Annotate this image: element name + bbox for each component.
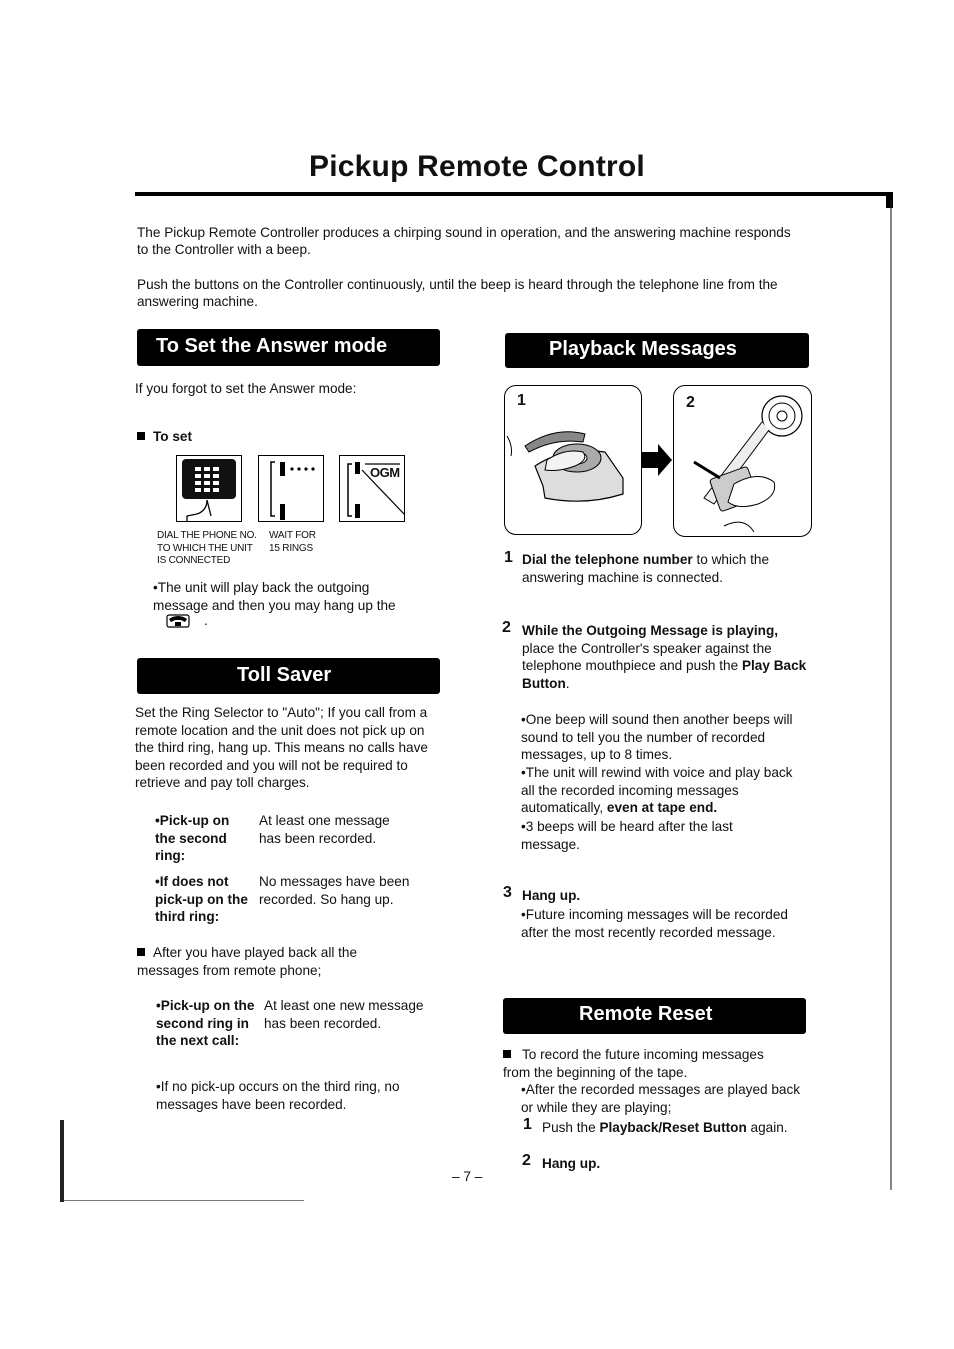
toll-saver-body: Set the Ring Selector to "Auto"; If you call from a remote location and the unit does not pick up on the third ring, hang up. This means no calls have been recorded and you will not be required to retrieve and pay toll charges. <box>135 705 428 790</box>
step-2-text: While the Outgoing Message is playing, place the Controller's speaker against the telephone mouthpiece and push the Play Back Button. <box>522 623 807 691</box>
margin-line <box>890 200 892 1190</box>
reset-step-1-text: Push the Playback/Reset Button again. <box>542 1120 788 1135</box>
hang-up-handset-icon <box>166 614 190 633</box>
bottom-margin-line <box>64 1200 304 1201</box>
panel-1-number: 1 <box>517 392 526 409</box>
reset-step-2-text: Hang up. <box>542 1156 601 1171</box>
intro-paragraph-2: Push the buttons on the Controller continuously, until the beep is heard through the telephone line from the answering machine. <box>137 277 778 309</box>
step-1-number: 1 <box>504 549 513 566</box>
toll-saver-final: •If no pick-up occurs on the third ring, no messages have been recorded. <box>156 1079 400 1112</box>
dial-phone-illustration <box>504 385 642 535</box>
answer-mode-note: •The unit will play back the outgoing message and then you may hang up the <box>153 580 396 613</box>
playback-bullet-2: •The unit will rewind with voice and play back all the recorded incoming messages automatically, even at tape end. <box>521 765 793 815</box>
toll-saver-term-2: •If does not pick-up on the third ring: <box>155 874 248 924</box>
answer-mode-lead: If you forgot to set the Answer mode: <box>135 381 357 396</box>
ogm-label: OGM <box>370 465 400 480</box>
toll-saver-desc-1: At least one message has been recorded. <box>259 813 390 846</box>
step-3-number: 3 <box>503 884 512 901</box>
remote-reset-intro: To record the future incoming messages from the beginning of the tape. <box>503 1047 764 1080</box>
toll-saver-heading: Toll Saver <box>237 664 332 686</box>
toll-saver-banner <box>137 658 440 694</box>
ogm-icon <box>339 455 405 522</box>
reset-step-2-number: 2 <box>522 1152 531 1169</box>
reset-step-1-number: 1 <box>523 1116 532 1133</box>
toll-saver-desc-3: At least one new message has been recorded. <box>264 998 424 1031</box>
answer-mode-heading: To Set the Answer mode <box>156 335 388 357</box>
panel-2-number: 2 <box>686 394 695 411</box>
intro-paragraph-1: The Pickup Remote Controller produces a chirping sound in operation, and the answering machine responds to the Controller with a beep. <box>137 225 791 257</box>
toll-saver-desc-2: No messages have been recorded. So hang up. <box>259 874 410 907</box>
playback-bullet-1: •One beep will sound then another beeps will sound to tell you the number of recorded messages, up to 8 times. <box>521 712 793 762</box>
controller-illustration <box>673 385 812 537</box>
page-number: – 7 – <box>452 1169 483 1184</box>
title-rule <box>135 192 893 196</box>
answer-mode-banner <box>137 329 440 366</box>
remote-reset-heading: Remote Reset <box>579 1003 713 1025</box>
square-bullet-icon <box>137 432 145 440</box>
step-2-number: 2 <box>502 619 511 636</box>
page-title: Pickup Remote Control <box>309 150 645 183</box>
to-set-label: To set <box>137 428 192 446</box>
caption-wait: WAIT FOR 15 RINGS <box>269 530 316 554</box>
step-3-note: •Future incoming messages will be recorded after the most recently recorded message. <box>521 907 788 940</box>
square-bullet-icon <box>503 1050 511 1058</box>
playback-bullet-3: •3 beeps will be heard after the last message. <box>521 819 733 852</box>
square-bullet-icon <box>137 948 145 956</box>
toll-saver-term-1: •Pick-up on the second ring: <box>155 813 230 863</box>
playback-banner <box>505 333 809 368</box>
keypad-dial-icon <box>176 455 242 522</box>
toll-saver-term-3: •Pick-up on the second ring in the next call: <box>156 998 255 1048</box>
toll-saver-after: After you have played back all the messages from remote phone; <box>137 945 358 978</box>
remote-reset-bullet: •After the recorded messages are played back or while they are playing; <box>521 1082 801 1115</box>
step-1-text: Dial the telephone number to which the answering machine is connected. <box>522 552 770 585</box>
step-3-text: Hang up. <box>522 888 581 903</box>
remote-reset-banner <box>503 998 806 1034</box>
answer-mode-note-end: . <box>204 613 208 628</box>
playback-heading: Playback Messages <box>549 338 737 360</box>
caption-dial: DIAL THE PHONE NO. TO WHICH THE UNIT IS CONNECTED <box>157 530 257 566</box>
left-margin-line <box>60 1120 64 1202</box>
arrow-right-icon <box>640 442 674 483</box>
ring-wait-icon <box>258 455 324 522</box>
